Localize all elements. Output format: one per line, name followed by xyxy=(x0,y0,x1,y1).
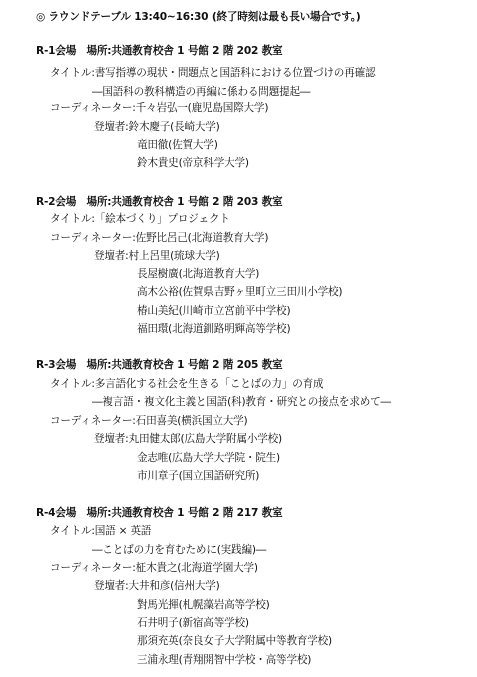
session-title: タイトル:「絵本づくり」プロジェクト xyxy=(50,213,230,225)
session-coordinator: コーディネーター:千々岩弘一(鹿児島国際大学) xyxy=(50,102,269,114)
session-subtitle: ―国語科の教科構造の再編に係わる問題提起― xyxy=(92,86,311,98)
presenter: 石井明子(新宿高等学校) xyxy=(137,617,249,629)
presenter: 金志唯(広島大学大学院・院生) xyxy=(137,452,280,464)
session-title: タイトル:国語 × 英語 xyxy=(50,525,152,537)
presenter: 椿山美紀(川崎市立宮前平中学校) xyxy=(137,305,291,317)
presenter: 那須充英(奈良女子大学附属中等教育学校) xyxy=(137,635,332,647)
presenter: 登壇者:丸田健太郎(広島大学附属小学校) xyxy=(94,433,282,445)
session-coordinator: コーディネーター:柾木貴之(北海道学園大学) xyxy=(50,562,258,574)
session-coordinator: コーディネーター:佐野比呂己(北海道教育大学) xyxy=(50,232,269,244)
presenter: 三浦永理(青翔開智中学校・高等学校) xyxy=(137,654,312,666)
session-subtitle: ―複言語・複文化主義と国語(科)教育・研究との接点を求めて― xyxy=(92,396,391,408)
presenter: 高木公裕(佐賀県吉野ヶ里町立三田川小学校) xyxy=(137,286,343,298)
session-title: タイトル:書写指導の現状・問題点と国語科における位置づけの再確認 xyxy=(50,67,376,79)
presenter: 鈴木貴史(帝京科学大学) xyxy=(137,157,249,169)
session-subtitle: ―ことばの力を育むために(実践編)― xyxy=(92,544,267,556)
presenter: 市川章子(国立国語研究所) xyxy=(137,470,260,482)
presenter: 登壇者:大井和彦(信州大学) xyxy=(94,580,220,592)
presenter: 對馬光揮(札幌藻岩高等学校) xyxy=(137,599,270,611)
session-title: タイトル:多言語化する社会を生きる「ことばの力」の育成 xyxy=(50,378,324,390)
session-heading: R-1会場 場所:共通教育校舎 1 号館 2 階 202 教室 xyxy=(36,45,283,57)
presenter: 長屋樹廣(北海道教育大学) xyxy=(137,268,260,280)
program-header: ◎ ラウンドテーブル 13:40~16:30 (終了時刻は最も長い場合です。) xyxy=(36,11,361,23)
presenter: 福田環(北海道釧路明輝高等学校) xyxy=(137,323,291,335)
session-coordinator: コーディネーター:石田喜美(横浜国立大学) xyxy=(50,415,248,427)
session-heading: R-2会場 場所:共通教育校舎 1 号館 2 階 203 教室 xyxy=(36,196,283,208)
presenter: 竜田徹(佐賀大学) xyxy=(137,139,218,151)
session-heading: R-4会場 場所:共通教育校舎 1 号館 2 階 217 教室 xyxy=(36,507,283,519)
presenter: 登壇者:鈴木慶子(長崎大学) xyxy=(94,121,220,133)
session-heading: R-3会場 場所:共通教育校舎 1 号館 2 階 205 教室 xyxy=(36,359,283,371)
presenter: 登壇者:村上呂里(琉球大学) xyxy=(94,250,220,262)
